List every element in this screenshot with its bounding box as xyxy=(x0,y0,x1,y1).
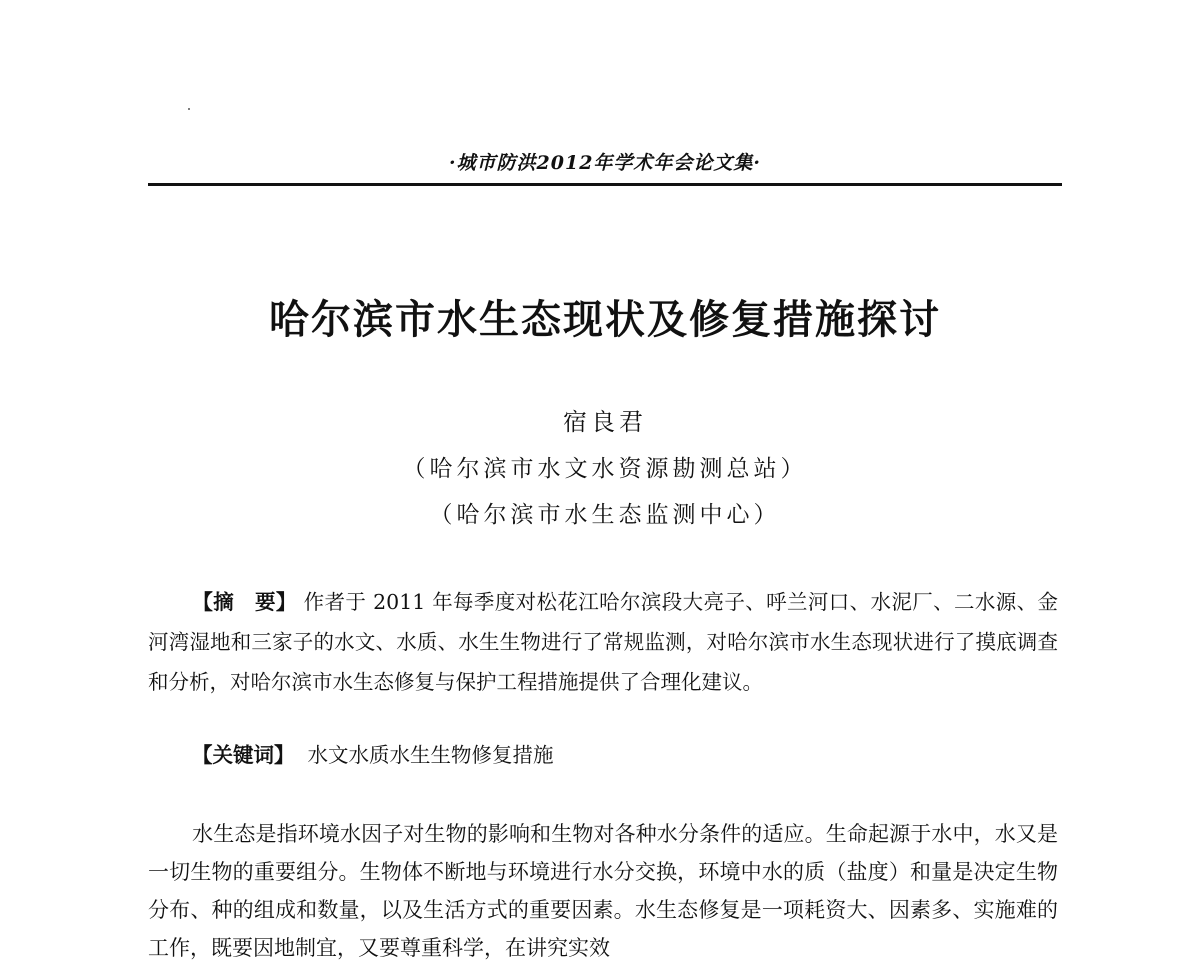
keywords-text: 水文水质水生生物修复措施 xyxy=(307,743,554,767)
running-header: ·城市防洪2012年学术年会论文集· xyxy=(448,152,762,174)
paper-title: 哈尔滨市水生态现状及修复措施探讨 xyxy=(269,297,941,343)
keywords-paragraph xyxy=(148,735,1058,775)
author-name: 宿良君 xyxy=(563,408,647,436)
affiliation-2: （哈尔滨市水生态监测中心） xyxy=(429,502,781,528)
body-paragraph xyxy=(148,815,1058,967)
abstract-paragraph xyxy=(148,582,1058,702)
affiliation-1: （哈尔滨市水文水资源勘测总站） xyxy=(402,456,808,482)
header-rule xyxy=(148,183,1062,186)
abstract-label: 【摘 要】 xyxy=(192,590,297,614)
body-text: 水生态是指环境水因子对生物的影响和生物对各种水分条件的适应。生命起源于水中，水又是一切生物的重要组分。生物体不断地与环境进行水分交换，环境中水的质（盐度）和量是决定生物分布、种的组成和数量，以及生活方式的重要因素。水生态修复是一项耗资大、因素多、实施难的工作，既要因地制宜，又要尊重科学，在讲究实效 xyxy=(148,822,1058,960)
abstract-text: 作者于 2011 年每季度对松花江哈尔滨段大亮子、呼兰河口、水泥厂、二水源、金河湾湿地和三家子的水文、水质、水生生物进行了常规监测，对哈尔滨市水生态现状进行了摸底调查和分析，对哈尔滨市水生态修复与保护工程措施提供了合理化建议。 xyxy=(148,590,1058,694)
scan-speck xyxy=(188,108,190,110)
keywords-label: 【关键词】 xyxy=(192,743,295,767)
